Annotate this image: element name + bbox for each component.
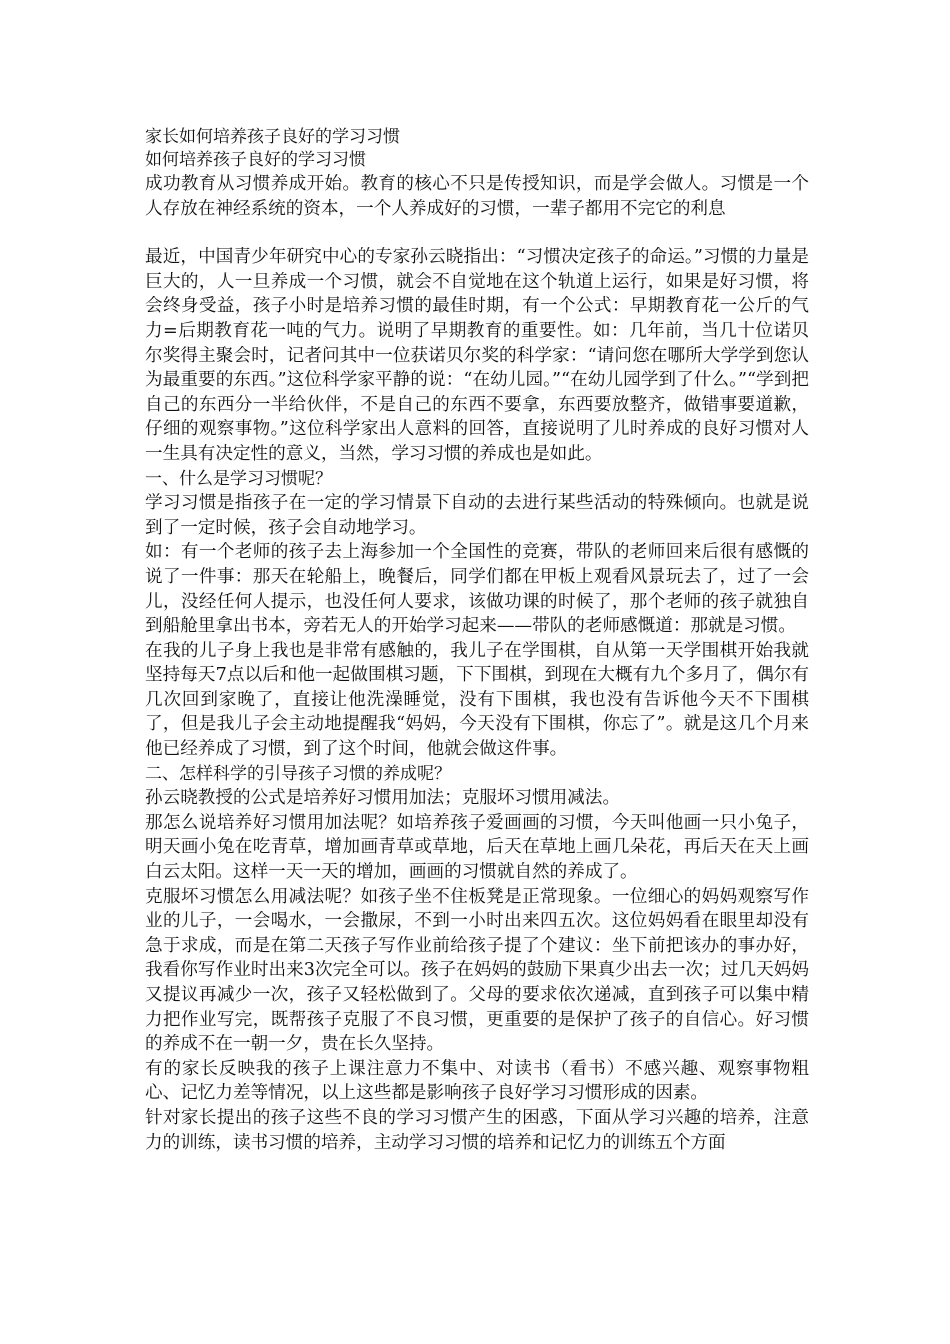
paragraph-subtraction-method: 克服坏习惯怎么用减法呢？如孩子坐不住板凳是正常现象。一位细心的妈妈观察写作业的儿子，一会喝水，一会撒尿，不到一小时出来四五次。这位妈妈看在眼里却没有急于求成，而是在第二天孩子写作业前给孩子提了个建议：坐下前把该办的事办好，我看你写作业时出来3次完全可以。孩子在妈妈的鼓励下果真少出去一次；过几天妈妈又提议再减少一次，孩子又轻松做到了。父母的要求依次递减，直到孩子可以集中精力把作业写完，既帮孩子克服了不良习惯，更重要的是保护了孩子的自信心。好习惯的养成不在一朝一夕，贵在长久坚持。 — [145, 886, 809, 1055]
paragraph-parent-concerns: 有的家长反映我的孩子上课注意力不集中、对读书（看书）不感兴趣、观察事物粗心、记忆力差等情况，以上这些都是影响孩子良好学习习惯形成的因素。 — [145, 1058, 809, 1104]
paragraph-habit-definition: 学习习惯是指孩子在一定的学习情景下自动的去进行某些活动的特殊倾向。也就是说到了一定时候，孩子会自动地学习。 — [145, 493, 809, 538]
document-title: 家长如何培养孩子良好的学习习惯 — [145, 127, 400, 147]
document-page — [145, 126, 809, 1155]
paragraph-ship-example: 如：有一个老师的孩子去上海参加一个全国性的竞赛，带队的老师回来后很有感慨的说了一件事：那天在轮船上，晚餐后，同学们都在甲板上观看风景玩去了，过了一会儿，没经任何人提示，也没任何人要求，该做功课的时候了，那个老师的孩子就独自到船舱里拿出书本，旁若无人的开始学习起来——带队的老师感慨道：那就是习惯。 — [145, 542, 809, 637]
paragraph-go-chess-example: 在我的儿子身上我也是非常有感触的，我儿子在学围棋，自从第一天学围棋开始我就坚持每天7点以后和他一起做围棋习题，下下围棋，到现在大概有九个多月了，偶尔有几次回到家晚了，直接让他洗澡睡觉，没有下围棋，我也没有告诉他今天不下围棋了，但是我儿子会主动地提醒我“妈妈，今天没有下围棋，你忘了”。就是这几个月来他已经养成了习惯，到了这个时间，他就会做这件事。 — [145, 640, 809, 760]
paragraph-gap — [145, 221, 809, 245]
document-subtitle: 如何培养孩子良好的学习习惯 — [145, 150, 366, 170]
paragraph-five-aspects: 针对家长提出的孩子这些不良的学习习惯产生的困惑，下面从学习兴趣的培养，注意力的训练，读书习惯的培养，主动学习习惯的培养和记忆力的训练五个方面 — [145, 1107, 809, 1153]
intro-paragraph: 成功教育从习惯养成开始。教育的核心不只是传授知识，而是学会做人。习惯是一个人存放在神经系统的资本，一个人养成好的习惯，一辈子都用不完它的利息 — [145, 174, 809, 219]
paragraph-habit-power: 最近，中国青少年研究中心的专家孙云晓指出：“习惯决定孩子的命运。”习惯的力量是巨大的，人一旦养成一个习惯，就会不自觉地在这个轨道上运行，如果是好习惯，将会终身受益，孩子小时是培养习惯的最佳时期，有一个公式：早期教育花一公斤的气力=后期教育花一吨的气力。说明了早期教育的重要性。如：几年前，当几十位诺贝尔奖得主聚会时，记者问其中一位获诺贝尔奖的科学家：“请问您在哪所大学学到您认为最重要的东西。”这位科学家平静的说：“在幼儿园。”“在幼儿园学到了什么。”“学到把自己的东西分一半给伙伴，不是自己的东西不要拿，东西要放整齐，做错事要道歉，仔细的观察事物。”这位科学家出人意料的回答，直接说明了儿时养成的良好习惯对人一生具有决定性的意义，当然，学习习惯的养成也是如此。 — [145, 247, 809, 464]
section-heading-how-to-guide: 二、怎样科学的引导孩子习惯的养成呢？ — [145, 763, 451, 784]
paragraph-formula: 孙云晓教授的公式是培养好习惯用加法；克服坏习惯用减法。 — [145, 788, 621, 809]
paragraph-addition-method: 那怎么说培养好习惯用加法呢？如培养孩子爱画画的习惯，今天叫他画一只小兔子，明天画小兔在吃青草，增加画青草或草地，后天在草地上画几朵花，再后天在天上画白云太阳。这样一天一天的增加，画画的习惯就自然的养成了。 — [145, 812, 809, 883]
section-heading-what-is-habit: 一、什么是学习习惯呢？ — [145, 468, 332, 489]
